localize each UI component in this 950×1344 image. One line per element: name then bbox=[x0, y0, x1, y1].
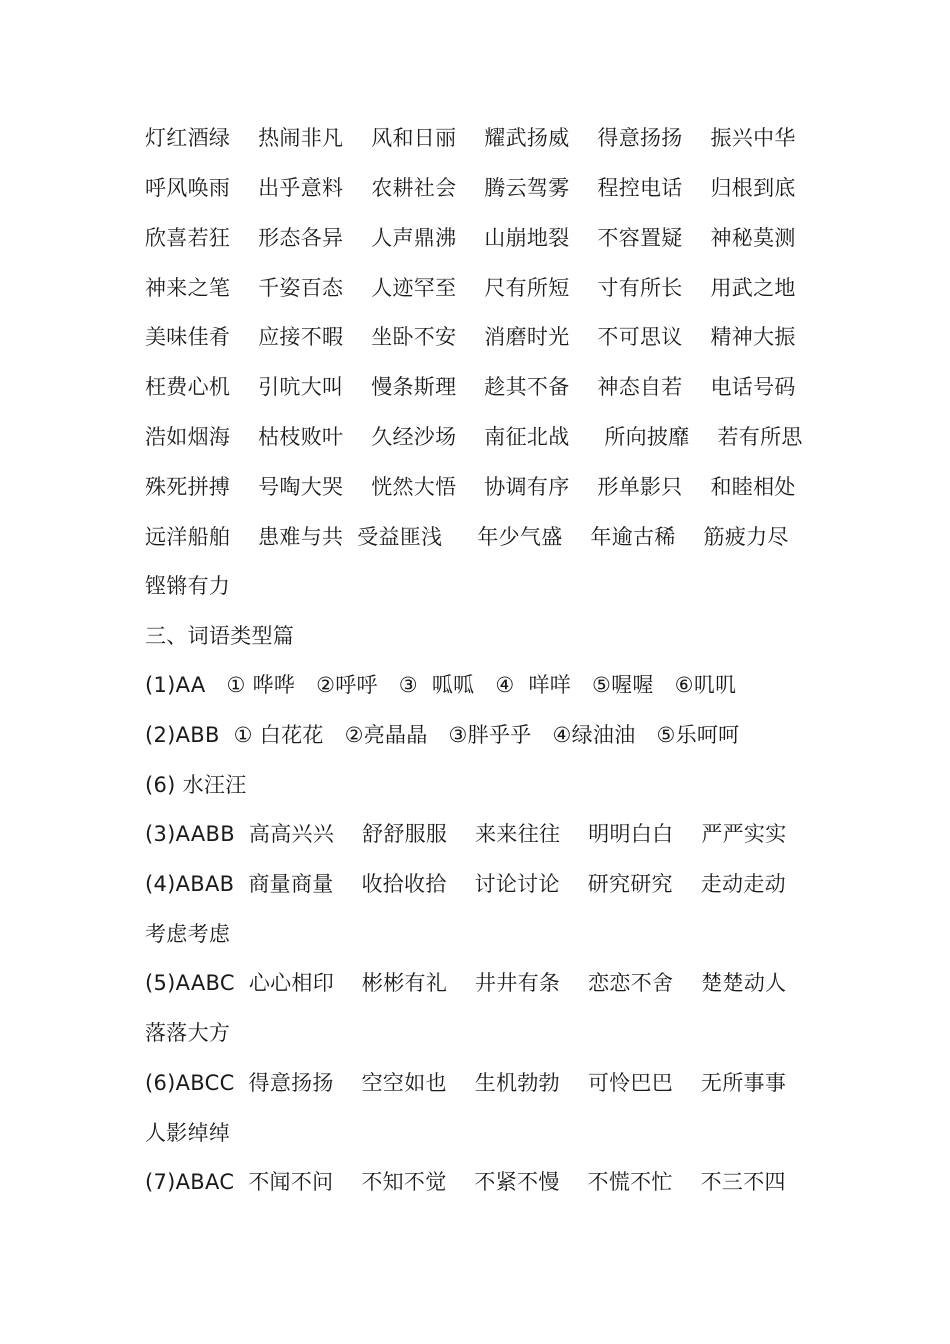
type-abab-line: (4)ABAB 商量商量 收拾收拾 讨论讨论 研究研究 走动走动 bbox=[145, 872, 786, 896]
idiom-line-1: 灯红酒绿 热闹非凡 风和日丽 耀武扬威 得意扬扬 振兴中华 bbox=[145, 126, 796, 150]
idiom-line-7: 浩如烟海 枯枝败叶 久经沙场 南征北战 所向披靡 若有所思 bbox=[145, 425, 803, 449]
type-abcc-continued-line: 人影绰绰 bbox=[145, 1121, 231, 1145]
type-abac-line: (7)ABAC 不闻不问 不知不觉 不紧不慢 不慌不忙 不三不四 bbox=[145, 1170, 786, 1194]
type-abb-continued-line: (6) 水汪汪 bbox=[145, 773, 247, 797]
type-abb-line: (2)ABB ① 白花花 ②亮晶晶 ③胖乎乎 ④绿油油 ⑤乐呵呵 bbox=[145, 723, 740, 747]
type-aabc-continued-line: 落落大方 bbox=[145, 1021, 231, 1045]
idiom-line-2: 呼风唤雨 出乎意料 农耕社会 腾云驾雾 程控电话 归根到底 bbox=[145, 176, 796, 200]
type-abab-continued-line: 考虑考虑 bbox=[145, 922, 231, 946]
type-aa-line: (1)AA ① 哗哗 ②呼呼 ③ 呱呱 ④ 咩咩 ⑤喔喔 ⑥叽叽 bbox=[145, 673, 737, 697]
idiom-line-4: 神来之笔 千姿百态 人迹罕至 尺有所短 寸有所长 用武之地 bbox=[145, 276, 796, 300]
type-aabb-line: (3)AABB 高高兴兴 舒舒服服 来来往往 明明白白 严严实实 bbox=[145, 822, 787, 846]
idiom-line-3: 欣喜若狂 形态各异 人声鼎沸 山崩地裂 不容置疑 神秘莫测 bbox=[145, 226, 796, 250]
idiom-line-9: 远洋船舶 患难与共 受益匪浅 年少气盛 年逾古稀 筋疲力尽 bbox=[145, 525, 789, 549]
type-abcc-line: (6)ABCC 得意扬扬 空空如也 生机勃勃 可怜巴巴 无所事事 bbox=[145, 1071, 787, 1095]
section-heading: 三、词语类型篇 bbox=[145, 624, 295, 648]
idiom-line-8: 殊死拼搏 号啕大哭 恍然大悟 协调有序 形单影只 和睦相处 bbox=[145, 475, 796, 499]
type-aabc-line: (5)AABC 心心相印 彬彬有礼 井井有条 恋恋不舍 楚楚动人 bbox=[145, 971, 787, 995]
idiom-line-5: 美味佳肴 应接不暇 坐卧不安 消磨时光 不可思议 精神大振 bbox=[145, 325, 796, 349]
idiom-line-6: 枉费心机 引吭大叫 慢条斯理 趁其不备 神态自若 电话号码 bbox=[145, 375, 796, 399]
idiom-line-10: 铿锵有力 bbox=[145, 574, 231, 598]
